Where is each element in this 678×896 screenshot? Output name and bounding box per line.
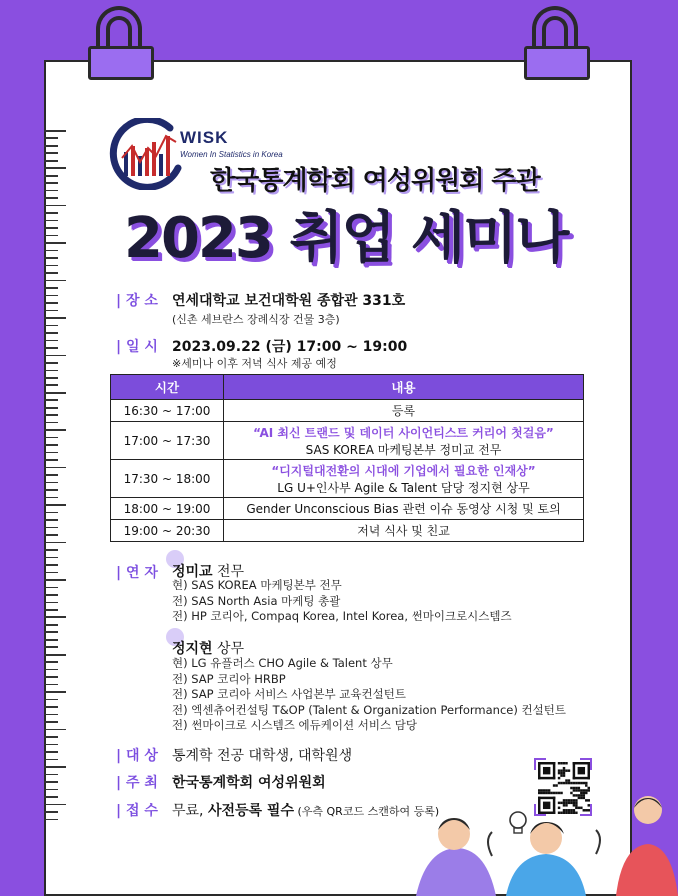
venue-value: 연세대학교 보건대학원 종합관 331호 bbox=[172, 293, 406, 309]
ruler-ticks bbox=[44, 130, 66, 830]
session-title: “AI 최신 트랜드 및 데이터 사이언티스트 커리어 첫걸음” bbox=[253, 425, 554, 440]
wisk-logo-icon bbox=[108, 118, 188, 190]
organizer-label: | 주 최 bbox=[116, 775, 158, 791]
speaker-history bbox=[172, 656, 566, 734]
history-item: 전) SAP 코리아 서비스 사업본부 교육컨설턴트 bbox=[172, 687, 406, 702]
schedule-cell bbox=[224, 460, 584, 498]
schedule-time: 19:00 ~ 20:30 bbox=[111, 520, 224, 542]
registration-label: | 접 수 bbox=[116, 803, 158, 819]
binder-clip-right bbox=[524, 6, 590, 76]
schedule-content: 저녁 식사 및 친교 bbox=[224, 520, 584, 542]
binder-clip-left bbox=[88, 6, 154, 76]
host-line: 한국통계학회 여성위원회 주관 bbox=[210, 166, 540, 196]
speaker-rank: 전무 bbox=[212, 564, 245, 580]
schedule-header-content: 내용 bbox=[224, 375, 584, 400]
table-row bbox=[111, 520, 584, 542]
audience-value: 통계학 전공 대학생, 대학원생 bbox=[172, 748, 353, 764]
audience-label: | 대 상 bbox=[116, 748, 158, 764]
session-title: “디지털대전환의 시대에 기업에서 필요한 인재상” bbox=[271, 463, 536, 478]
history-item: 전) 썬마이크로 시스템즈 에듀케이션 서비스 담당 bbox=[172, 718, 417, 733]
datetime-label: | 일 시 bbox=[116, 339, 158, 355]
history-item: 전) SAP 코리아 HRBP bbox=[172, 671, 286, 686]
logo-name: WISK bbox=[180, 128, 229, 147]
speaker-name: 정미교 bbox=[172, 564, 213, 580]
registration-fee: 무료, bbox=[172, 803, 208, 819]
datetime-value: 2023.09.22 (금) 17:00 ~ 19:00 bbox=[172, 339, 408, 355]
speaker-name: 정지현 bbox=[172, 641, 213, 657]
organizer-value: 한국통계학회 여성위원회 bbox=[172, 775, 326, 791]
schedule-time: 17:30 ~ 18:00 bbox=[111, 460, 224, 498]
table-row bbox=[111, 400, 584, 422]
registration-required: 사전등록 필수 bbox=[207, 803, 294, 819]
schedule-header-row bbox=[111, 375, 584, 400]
datetime-note: ※세미나 이후 저녁 식사 제공 예정 bbox=[172, 357, 337, 370]
people-illustration bbox=[396, 790, 678, 896]
history-item: 전) SAS North Asia 마케팅 총괄 bbox=[172, 593, 341, 608]
schedule-table bbox=[110, 374, 584, 542]
speaker-history bbox=[172, 578, 512, 625]
history-item: 전) 엑센츄어컨설팅 T&OP (Talent & Organization Performance) 컨설턴트 bbox=[172, 702, 566, 717]
logo-subtitle: Women In Statistics in Korea bbox=[180, 150, 283, 159]
schedule-cell bbox=[224, 422, 584, 460]
registration-note: (우측 QR코드 스캔하여 등록) bbox=[293, 805, 440, 818]
session-speaker: LG U+인사부 Agile & Talent 담당 정지현 상무 bbox=[277, 480, 530, 495]
schedule-time: 18:00 ~ 19:00 bbox=[111, 498, 224, 520]
table-row bbox=[111, 498, 584, 520]
speaker-name-line bbox=[172, 638, 244, 658]
schedule-content: 등록 bbox=[224, 400, 584, 422]
history-item: 현) SAS KOREA 마케팅본부 전무 bbox=[172, 578, 342, 592]
venue-label: | 장 소 bbox=[116, 293, 158, 309]
history-item: 전) HP 코리아, Compaq Korea, Intel Korea, 썬마이크로시스템즈 bbox=[172, 609, 512, 624]
venue-note: (신촌 세브란스 장례식장 건물 3층) bbox=[172, 313, 340, 326]
history-item: 현) LG 유플러스 CHO Agile & Talent 상무 bbox=[172, 656, 393, 670]
schedule-header-time: 시간 bbox=[111, 375, 224, 400]
speakers-label: | 연 자 bbox=[116, 565, 158, 581]
schedule-time: 16:30 ~ 17:00 bbox=[111, 400, 224, 422]
page-title: 2023 취업 세미나 bbox=[124, 206, 568, 271]
table-row bbox=[111, 422, 584, 460]
table-row bbox=[111, 460, 584, 498]
schedule-time: 17:00 ~ 17:30 bbox=[111, 422, 224, 460]
session-speaker: SAS KOREA 마케팅본부 정미교 전무 bbox=[305, 442, 502, 457]
speaker-rank: 상무 bbox=[212, 641, 245, 657]
schedule-content: Gender Unconscious Bias 관련 이슈 동영상 시청 및 토의 bbox=[224, 498, 584, 520]
